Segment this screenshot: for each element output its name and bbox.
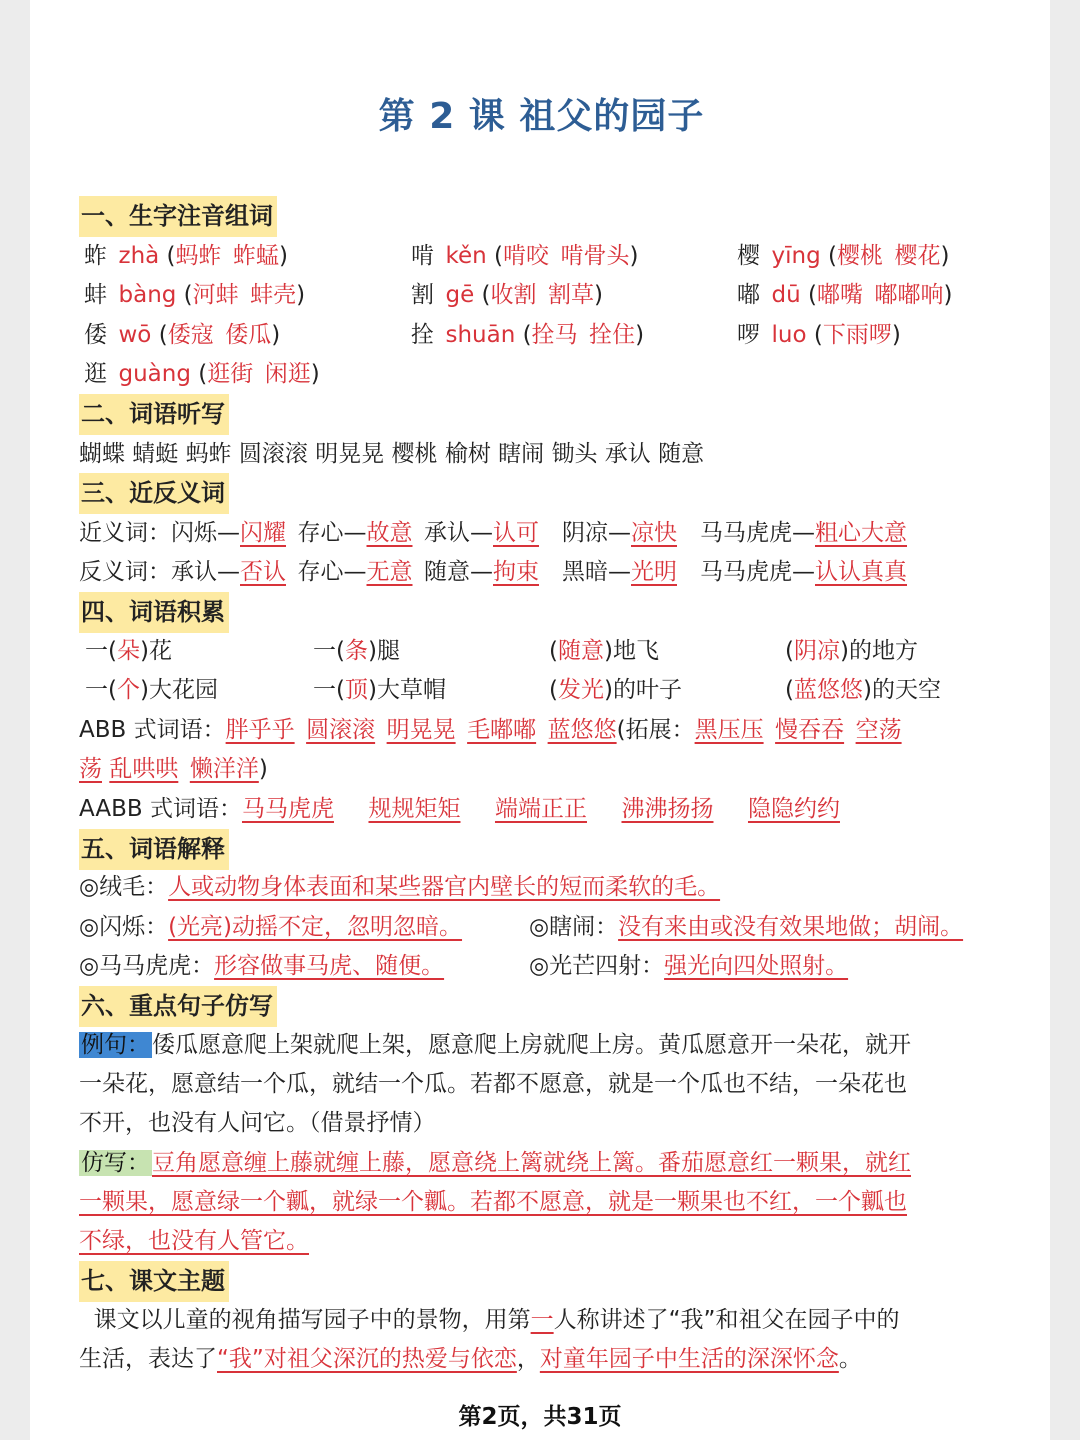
example-line-1 <box>79 1026 911 1065</box>
fill-item: (随意)地飞 <box>549 638 659 664</box>
fill-item: 一(个)大花园 <box>85 677 218 703</box>
definition-answer: 没有来由或没有效果地做；胡闹。 <box>618 914 964 940</box>
character: 啃 <box>411 243 434 269</box>
definition-row-3 <box>79 947 1004 986</box>
synonym-answer: 粗心大意 <box>815 520 907 546</box>
abb-label: ABB 式词语： <box>79 717 226 743</box>
synonym-word: 马马虎虎— <box>700 520 815 546</box>
fill-answer: 蓝悠悠 <box>793 677 863 703</box>
extension-word: 空荡 <box>855 717 902 743</box>
synonym-word: 闪烁— <box>171 520 240 546</box>
antonym-answer: 无意 <box>366 559 413 585</box>
theme-line-2 <box>79 1340 862 1379</box>
word: 收割 <box>490 282 537 308</box>
extension-close: ) <box>258 756 268 782</box>
abb-word: 胖乎乎 <box>225 717 295 743</box>
word: 割草 <box>548 282 595 308</box>
pinyin-entry: 樱 yīng (樱桃 樱花) <box>737 243 950 269</box>
pinyin-entry: 嘟 dū (嘟嘴 嘟嘟响) <box>737 282 953 308</box>
word: 啃咬 <box>503 243 550 269</box>
aabb-word: 端端正正 <box>494 796 587 822</box>
word: 樱桃 <box>836 243 883 269</box>
abb-line-2 <box>79 750 268 789</box>
abb-line <box>79 711 902 750</box>
theme-answer: “我”对祖父深沉的热爱与依恋 <box>217 1346 517 1372</box>
pinyin-entry: 蚱 zhà (蚂蚱 蚱蜢) <box>84 243 289 269</box>
theme-answer: 一 <box>530 1307 554 1333</box>
definition-answer: 形容做事马虎、随便。 <box>214 953 445 979</box>
pinyin: yīng <box>771 243 821 269</box>
pinyin-entry: 逛 guàng (逛街 闲逛) <box>84 361 320 387</box>
character: 割 <box>411 282 434 308</box>
pinyin: guàng <box>118 361 191 387</box>
aabb-label: AABB 式词语： <box>79 796 242 822</box>
definition-answer: 强光向四处照射。 <box>664 953 849 979</box>
definition-term: ◎马马虎虎： <box>79 953 215 979</box>
abb-word: 圆滚滚 <box>306 717 376 743</box>
example-line-2: 一朵花，愿意结一个瓜，就结一个瓜。若都不愿意，就是一个瓜也不结，一朵花也 <box>79 1071 907 1097</box>
abb-word: 毛嘟嘟 <box>467 717 537 743</box>
pinyin-entry: 割 gē (收割 割草) <box>411 282 604 308</box>
word: 河蚌 <box>192 282 239 308</box>
fill-answer: 朵 <box>116 638 140 664</box>
fill-item: 一(条)腿 <box>313 638 400 664</box>
pinyin: zhà <box>118 243 160 269</box>
theme-text: 课文以儿童的视角描写园子中的景物，用第 <box>93 1307 531 1333</box>
synonym-answer: 闪耀 <box>240 520 286 546</box>
pinyin-entry: 倭 wō (倭寇 倭瓜) <box>84 322 281 348</box>
character: 蚱 <box>84 243 107 269</box>
section-heading-7: 七、课文主题 <box>79 1261 229 1302</box>
definition-term: ◎瞎闹： <box>529 914 619 940</box>
antonym-answer: 否认 <box>240 559 286 585</box>
character: 樱 <box>737 243 760 269</box>
antonym-answer: 拘束 <box>493 559 539 585</box>
antonym-word: 承认— <box>171 559 240 585</box>
section-heading-1: 一、生字注音组词 <box>79 196 277 237</box>
extension-word: 乱哄哄 <box>109 756 179 782</box>
imitation-text: 豆角愿意缠上藤就缠上藤，愿意绕上篱就绕上篱。番茄愿意红一颗果，就红 <box>152 1150 911 1176</box>
synonym-row <box>79 514 907 553</box>
character: 嘟 <box>737 282 760 308</box>
abb-word: 明晃晃 <box>386 717 456 743</box>
theme-line-1 <box>79 1301 899 1340</box>
pinyin: gē <box>445 282 475 308</box>
synonym-label: 近义词： <box>79 520 171 546</box>
word: 下雨啰 <box>822 322 892 348</box>
antonym-word: 随意— <box>424 559 493 585</box>
word: 蚱蜢 <box>233 243 280 269</box>
definition-term: ◎光芒四射： <box>529 953 665 979</box>
theme-text: 。 <box>838 1346 862 1372</box>
section-heading-4: 四、词语积累 <box>79 592 229 633</box>
word: 倭寇 <box>167 322 214 348</box>
aabb-word: 马马虎虎 <box>241 796 334 822</box>
fill-answer: 个 <box>116 677 140 703</box>
word: 啃骨头 <box>560 243 630 269</box>
synonym-answer: 凉快 <box>631 520 677 546</box>
synonym-word: 存心— <box>297 520 367 546</box>
definition-answer: (光亮)动摇不定，忽明忽暗。 <box>168 914 463 940</box>
word: 倭瓜 <box>225 322 272 348</box>
pinyin: bàng <box>118 282 177 308</box>
extension-word: 慢吞吞 <box>775 717 845 743</box>
synonym-word: 阴凉— <box>562 520 631 546</box>
fill-item: 一(顶)大草帽 <box>313 677 446 703</box>
antonym-answer: 光明 <box>631 559 677 585</box>
fill-answer: 发光 <box>557 677 604 703</box>
word: 拴住 <box>589 322 636 348</box>
section-heading-5: 五、词语解释 <box>79 829 229 870</box>
section-heading-2: 二、词语听写 <box>79 394 229 435</box>
synonym-answer: 故意 <box>366 520 413 546</box>
fill-answer: 随意 <box>557 638 604 664</box>
antonym-label: 反义词： <box>79 559 171 585</box>
theme-text: 人称讲述了“我”和祖父在园子中的 <box>553 1307 900 1333</box>
antonym-answer: 认认真真 <box>815 559 907 585</box>
section-heading-6: 六、重点句子仿写 <box>79 986 277 1027</box>
word: 逛街 <box>207 361 254 387</box>
character: 啰 <box>737 322 760 348</box>
fill-answer: 条 <box>344 638 368 664</box>
pinyin: wō <box>118 322 152 348</box>
antonym-word: 黑暗— <box>562 559 631 585</box>
theme-text: ， <box>516 1346 540 1372</box>
definition-row-1 <box>79 868 720 907</box>
theme-answer: 对童年园子中生活的深深怀念 <box>539 1346 839 1372</box>
extension-word: 黑压压 <box>694 717 764 743</box>
definition-answer: 人或动物身体表面和某些器官内壁长的短而柔软的毛。 <box>168 874 721 900</box>
lesson-title: 第 2 课 祖父的园子 <box>378 96 705 137</box>
pinyin-entry: 啃 kěn (啃咬 啃骨头) <box>411 243 639 269</box>
character: 蚌 <box>84 282 107 308</box>
pinyin: shuān <box>445 322 516 348</box>
extension-word-cont: 荡 <box>79 756 102 782</box>
definition-row-2 <box>79 908 1004 947</box>
pinyin-entry: 啰 luo (下雨啰) <box>737 322 901 348</box>
fill-answer: 顶 <box>344 677 368 703</box>
character: 倭 <box>84 322 107 348</box>
fill-answer: 阴凉 <box>793 638 840 664</box>
imitation-line-1 <box>79 1144 911 1183</box>
imitation-line-3: 不绿，也没有人管它。 <box>79 1228 309 1254</box>
synonym-answer: 认可 <box>493 520 539 546</box>
antonym-word: 存心— <box>297 559 367 585</box>
aabb-word: 隐隐约约 <box>747 796 840 822</box>
pinyin: dū <box>771 282 801 308</box>
definition-term: ◎绒毛： <box>79 874 169 900</box>
word: 拴马 <box>531 322 578 348</box>
pinyin-entry: 蚌 bàng (河蚌 蚌壳) <box>84 282 306 308</box>
theme-text: 生活，表达了 <box>79 1346 217 1372</box>
word: 闲逛 <box>264 361 311 387</box>
fill-item: (发光)的叶子 <box>549 677 682 703</box>
fill-item: (蓝悠悠)的天空 <box>785 677 941 703</box>
imitation-line-2: 一颗果，愿意绿一个瓤，就绿一个瓤。若都不愿意，就是一颗果也不红，一个瓤也 <box>79 1189 907 1215</box>
extension-word: 懒洋洋 <box>189 756 259 782</box>
word: 樱花 <box>894 243 941 269</box>
abb-word: 蓝悠悠 <box>547 717 617 743</box>
page-number: 第2页，共31页 <box>458 1404 622 1430</box>
imitation-tag: 仿写： <box>81 1150 150 1176</box>
word: 蚌壳 <box>250 282 297 308</box>
aabb-line <box>79 790 840 829</box>
fill-item: (阴凉)的地方 <box>785 638 918 664</box>
section-heading-3: 三、近反义词 <box>79 473 229 514</box>
aabb-word: 沸沸扬扬 <box>621 796 714 822</box>
synonym-word: 承认— <box>424 520 493 546</box>
antonym-word: 马马虎虎— <box>700 559 815 585</box>
pinyin-entry: 拴 shuān (拴马 拴住) <box>411 322 645 348</box>
example-text: 倭瓜愿意爬上架就爬上架，愿意爬上房就爬上房。黄瓜愿意开一朵花，就开 <box>152 1032 911 1058</box>
fill-item: 一(朵)花 <box>85 638 172 664</box>
example-tag: 例句： <box>81 1032 150 1058</box>
antonym-row <box>79 553 907 592</box>
pinyin: kěn <box>445 243 487 269</box>
word: 蚂蚱 <box>175 243 222 269</box>
definition-term: ◎闪烁： <box>79 914 169 940</box>
example-line-3: 不开，也没有人问它。（借景抒情） <box>79 1110 436 1136</box>
aabb-word: 规规矩矩 <box>368 796 461 822</box>
character: 拴 <box>411 322 434 348</box>
word: 嘟嘟响 <box>874 282 944 308</box>
character: 逛 <box>84 361 107 387</box>
word: 嘟嘴 <box>816 282 863 308</box>
document-page <box>30 0 1050 1440</box>
pinyin: luo <box>771 322 807 348</box>
extension-label: (拓展： <box>616 717 695 743</box>
dictation-words: 蝴蝶 蜻蜓 蚂蚱 圆滚滚 明晃晃 樱桃 榆树 瞎闹 锄头 承认 随意 <box>79 441 705 467</box>
